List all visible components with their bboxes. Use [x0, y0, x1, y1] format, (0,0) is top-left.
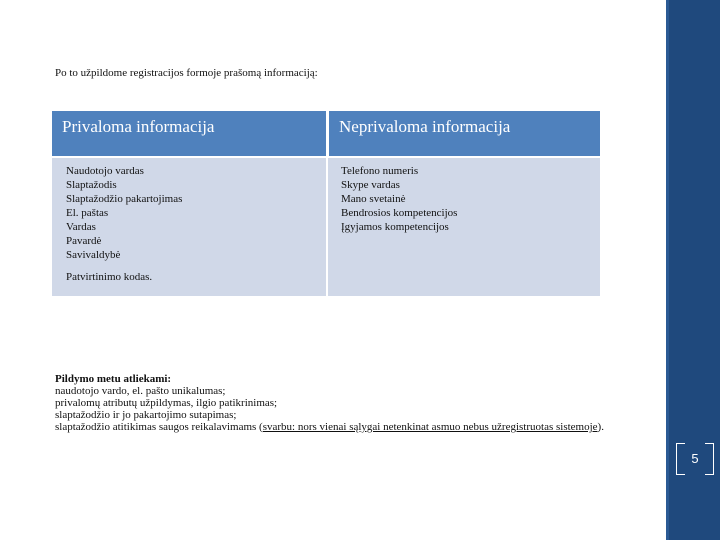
check-line: privalomų atributų užpildymas, ilgio patikrinimas; — [55, 397, 278, 409]
intro-text: Po to užpildome registracijos formoje prašomą informaciją: — [55, 67, 318, 79]
page-number: 5 — [676, 443, 714, 475]
required-header: Privaloma informacija — [52, 111, 326, 156]
optional-item: Bendrosios kompetencijos — [341, 207, 458, 219]
required-item: Slaptažodžio pakartojimas — [66, 193, 183, 205]
checks-heading: Pildymo metu atliekami: — [55, 373, 172, 385]
optional-item: Skype vardas — [341, 179, 400, 191]
check-last-suffix: ). — [597, 421, 604, 433]
checks-section — [55, 373, 615, 433]
check-line: naudotojo vardo, el. pašto unikalumas; — [55, 385, 226, 397]
check-line: slaptažodžio ir jo pakartojimo sutapimas; — [55, 409, 237, 421]
optional-item: Mano svetainė — [341, 193, 406, 205]
check-last-note: svarbu: nors vienai sąlygai netenkinat asmuo nebus užregistruotas sistemoje — [262, 421, 598, 433]
info-table — [52, 111, 600, 296]
optional-item: Įgyjamos kompetencijos — [341, 221, 449, 233]
required-item: Pavardė — [66, 235, 102, 247]
required-item: El. paštas — [66, 207, 109, 219]
optional-list — [328, 158, 600, 296]
check-line-last — [55, 421, 615, 433]
required-item: Vardas — [66, 221, 96, 233]
required-item: Savivaldybė — [66, 249, 121, 261]
slide-sidebar-stripe — [666, 0, 669, 540]
optional-header: Neprivaloma informacija — [328, 111, 600, 156]
confirmation-code-item: Patvirtinimo kodas. — [66, 271, 153, 283]
required-item: Naudotojo vardas — [66, 165, 144, 177]
required-item: Slaptažodis — [66, 179, 117, 191]
optional-item: Telefono numeris — [341, 165, 419, 177]
required-list — [52, 158, 326, 296]
check-last-prefix: slaptažodžio atitikimas saugos reikalavimams ( — [55, 421, 263, 433]
